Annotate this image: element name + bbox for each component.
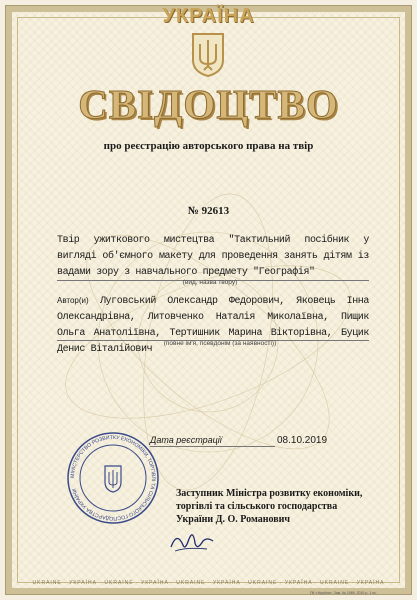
authors-label: Автор(и) [57,296,89,305]
authors-block [57,293,369,358]
certificate-number: № 92613 [187,205,230,217]
registration-date-label: Дата реєстрації [150,435,222,445]
official-seal [65,430,161,526]
page-title: СВІДОЦТВО [78,81,339,127]
authors-hint: (повне ім'я, псевдонім (за наявності)) [163,340,277,347]
official-line-1: Заступник Міністра розвитку економіки, [176,488,363,499]
official-line-3: України Д. О. Романович [176,514,291,525]
authors-names: Луговський Олександр Федорович, Яковець Інна Олександрівна, Литовченко Наталія Миколаївна, Пищик Ольга Анатоліївна, Тертишник Марина Вікторівна, Буцик Денис Віталійович [57,296,369,355]
seal-ring-text: МІНІСТЕРСТВО РОЗВИТКУ ЕКОНОМІКИ, ТОРГІВЛІ ТА СІЛЬСЬКОГО ГОСПОДАРСТВА УКРАЇНИ [69,434,157,522]
date-underline [150,446,275,447]
official-signatory [176,487,376,526]
certificate-subtitle: про реєстрацію авторського права на твір [103,140,314,152]
trident-icon [189,30,227,78]
official-line-2: торгівлі та сільського господарства [176,501,338,512]
work-hint: (вид, назва твору) [182,279,238,286]
print-info: ПК «Україна». Зам. № 1969. 2019 р. 1 пс. [310,591,377,595]
registration-date-value: 08.10.2019 [277,435,328,446]
work-description: Твір ужиткового мистецтва "Тактильний посібник у вигляді об'ємного макету для проведення занять дітям із вадами зору з навчального предмету "Географія" [57,235,369,278]
country-heading: УКРАЇНА [162,5,255,27]
signature [167,527,217,557]
border-microtext: UKRAINE · УКРАЇНА · UKRAINE · УКРАЇНА · UKRAINE · УКРАЇНА · UKRAINE · УКРАЇНА · UKRAINE · УКРАЇНА [32,580,385,586]
